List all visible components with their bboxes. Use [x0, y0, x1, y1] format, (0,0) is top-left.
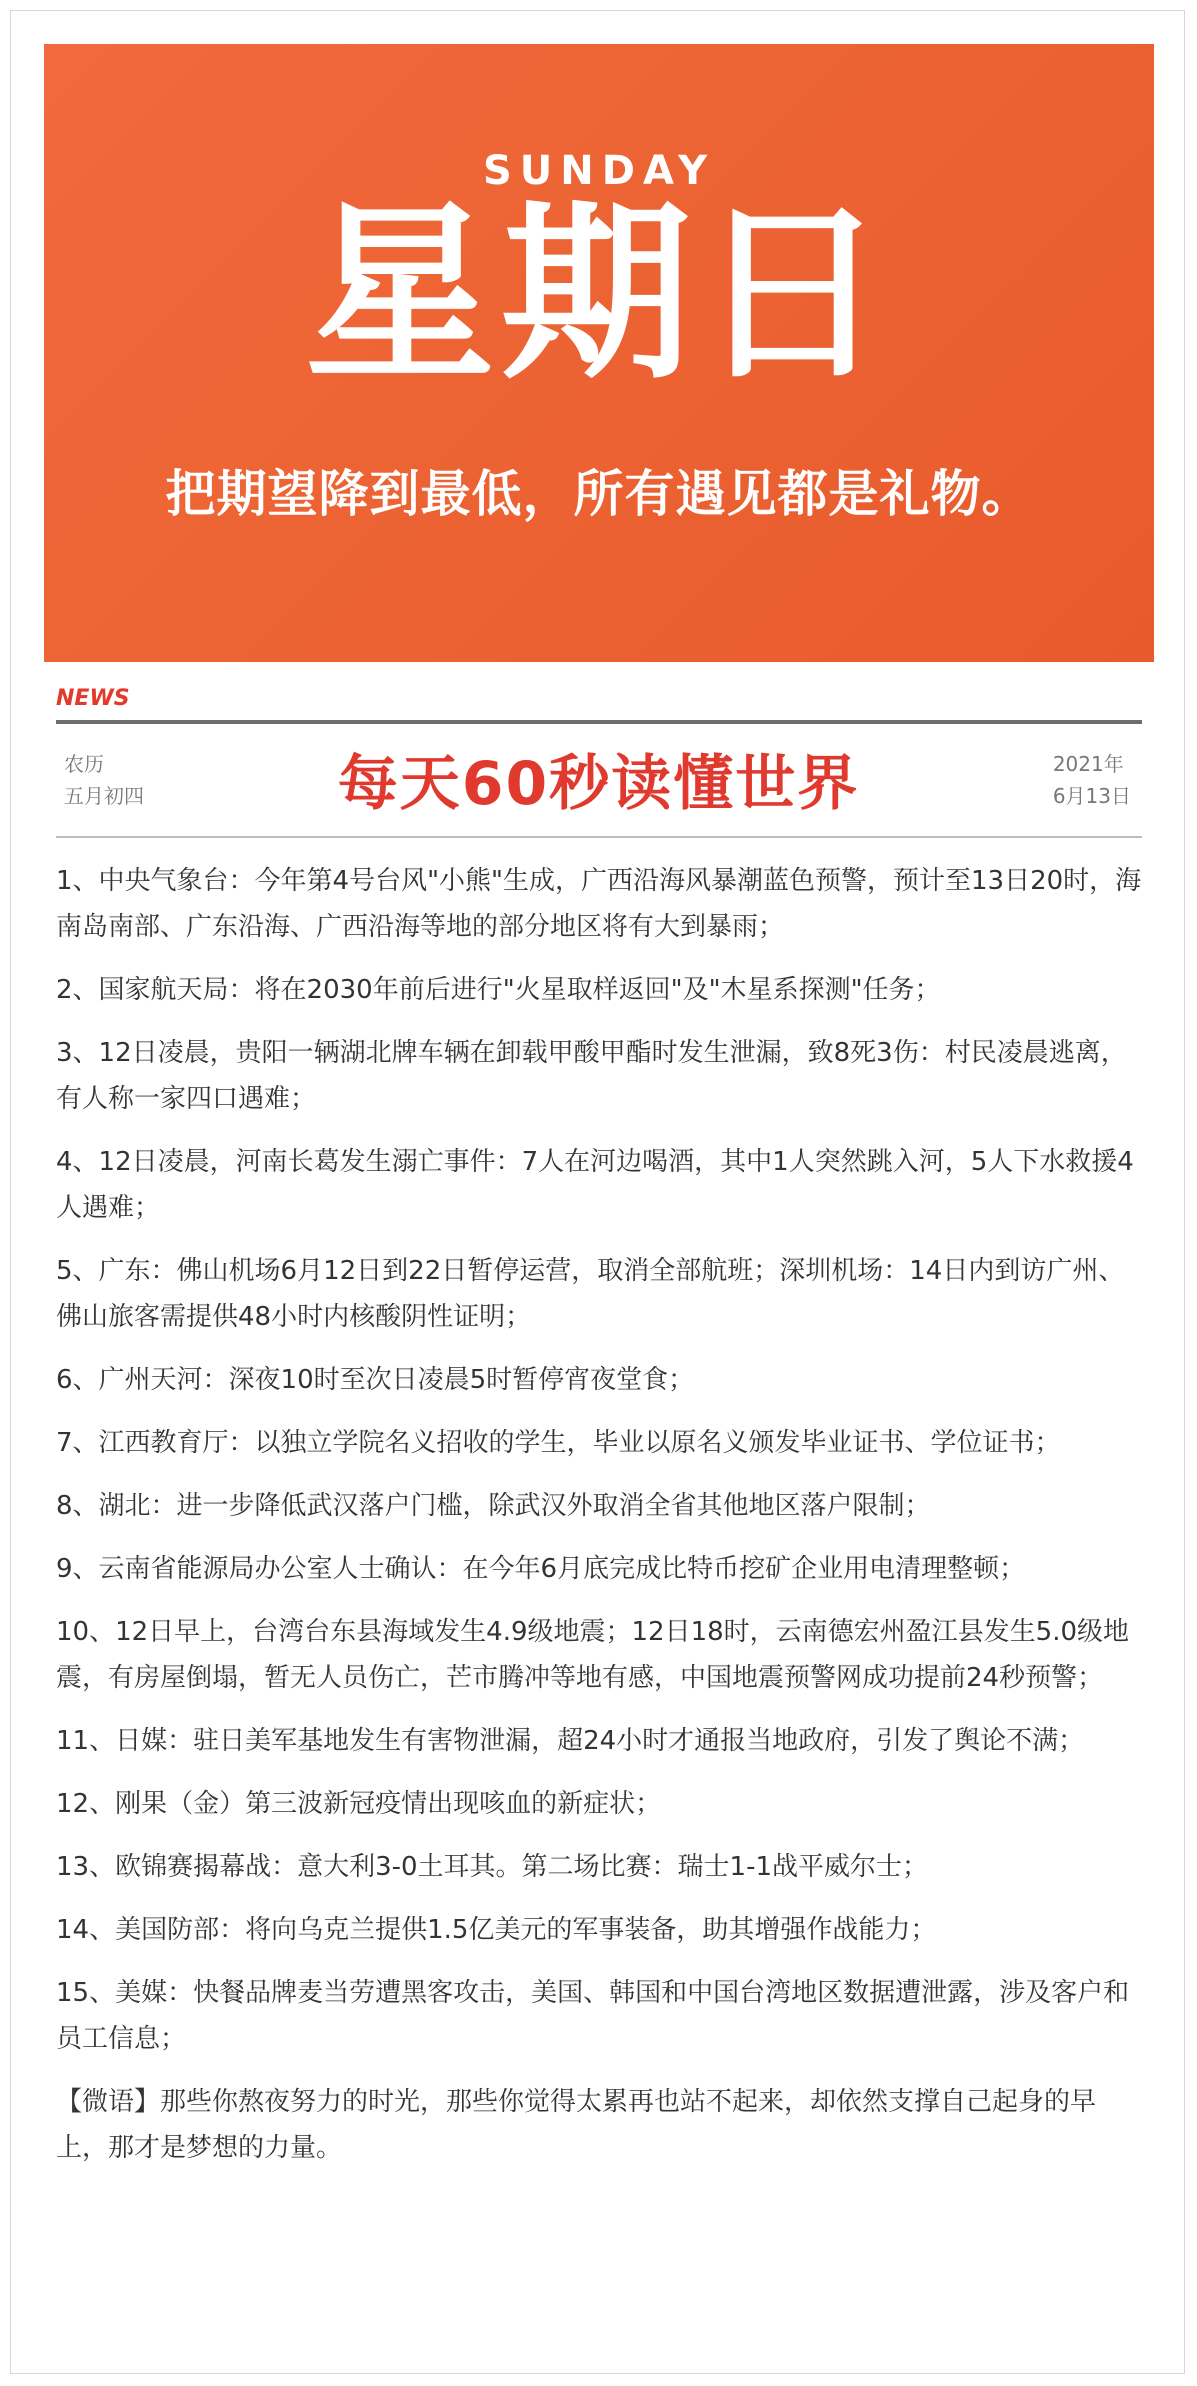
news-item-7: 7、江西教育厅：以独立学院名义招收的学生，毕业以原名义颁发毕业证书、学位证书；	[56, 1428, 1061, 1458]
news-item-3: 3、12日凌晨，贵阳一辆湖北牌车辆在卸载甲酸甲酯时发生泄漏，致8死3伤：村民凌晨逃离，有人称一家四口遇难；	[56, 1038, 1127, 1114]
banner-title: 星期日	[304, 182, 893, 405]
header-divider-bottom	[56, 836, 1142, 838]
lunar-date: 五月初四	[64, 784, 144, 808]
news-item-2: 2、国家航天局：将在2030年前后进行"火星取样返回"及"木星系探测"任务；	[56, 975, 941, 1005]
banner-subtitle: SUNDAY	[482, 148, 716, 194]
date-year: 2021年	[1052, 752, 1124, 776]
header-divider-top	[56, 720, 1142, 724]
banner-image	[44, 44, 1154, 662]
news-item-5: 5、广东：佛山机场6月12日到22日暂停运营，取消全部航班；深圳机场：14日内到访广州、佛山旅客需提供48小时内核酸阴性证明；	[56, 1256, 1125, 1332]
news-item-9: 9、云南省能源局办公室人士确认：在今年6月底完成比特币挖矿企业用电清理整顿；	[56, 1554, 1026, 1584]
quote-item: 【微语】那些你熬夜努力的时光，那些你觉得太累再也站不起来，却依然支撑自己起身的早上，那才是梦想的力量。	[56, 2087, 1097, 2163]
news-item-4: 4、12日凌晨，河南长葛发生溺亡事件：7人在河边喝酒，其中1人突然跳入河，5人下水救援4人遇难；	[56, 1147, 1134, 1223]
news-item-8: 8、湖北：进一步降低武汉落户门槛，除武汉外取消全省其他地区落户限制；	[56, 1491, 931, 1521]
news-item-12: 12、刚果（金）第三波新冠疫情出现咳血的新症状；	[56, 1789, 662, 1819]
news-item-1: 1、中央气象台：今年第4号台风"小熊"生成，广西沿海风暴潮蓝色预警，预计至13日20时，海南岛南部、广东沿海、广西沿海等地的部分地区将有大到暴雨；	[56, 866, 1142, 942]
banner-slogan: 把期望降到最低，所有遇见都是礼物。	[165, 465, 1033, 523]
news-item-11: 11、日媒：驻日美军基地发生有害物泄漏，超24小时才通报当地政府，引发了舆论不满；	[56, 1726, 1085, 1756]
date-block	[1053, 748, 1131, 812]
news-item-10: 10、12日早上，台湾台东县海域发生4.9级地震；12日18时，云南德宏州盈江县发生5.0级地震，有房屋倒塌，暂无人员伤亡，芒市腾冲等地有感，中国地震预警网成功提前24秒预警；	[56, 1617, 1130, 1693]
news-item-14: 14、美国防部：将向乌克兰提供1.5亿美元的军事装备，助其增强作战能力；	[56, 1915, 937, 1945]
news-tag: NEWS	[56, 686, 130, 711]
news-list	[56, 858, 1146, 2188]
news-item-13: 13、欧锦赛揭幕战：意大利3-0土耳其。第二场比赛：瑞士1-1战平威尔士；	[56, 1852, 929, 1882]
news-item-6: 6、广州天河：深夜10时至次日凌晨5时暂停宵夜堂食；	[56, 1365, 695, 1395]
page-title: 每天60秒读懂世界	[337, 749, 860, 819]
news-item-15: 15、美媒：快餐品牌麦当劳遭黑客攻击，美国、韩国和中国台湾地区数据遭泄露，涉及客户和员工信息；	[56, 1978, 1130, 2054]
date-day: 6月13日	[1052, 784, 1131, 808]
lunar-label: 农历	[64, 752, 104, 776]
